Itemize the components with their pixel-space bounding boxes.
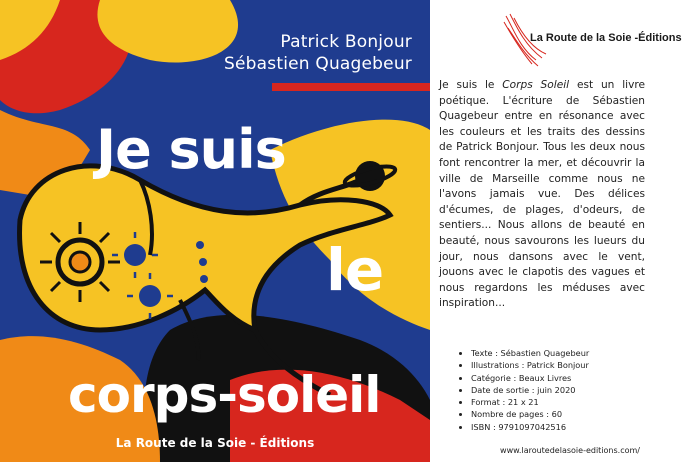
description-book-title: Corps Soleil xyxy=(502,79,570,91)
detail-illustrations: • Illustrations : Patrick Bonjour xyxy=(471,359,589,371)
detail-isbn: • ISBN : 9791097042516 xyxy=(471,421,589,433)
publisher-website-link[interactable]: www.laroutedelasoie-editions.com/ xyxy=(500,446,640,455)
cover-red-rule xyxy=(272,83,430,91)
description-intro: Je suis le xyxy=(439,79,503,91)
cover-publisher: La Route de la Soie - Éditions xyxy=(115,436,315,450)
cover-author-writer: Sébastien Quagebeur xyxy=(224,54,412,74)
detail-text-author: • Texte : Sébastien Quagebeur xyxy=(471,347,589,359)
detail-release-date: • Date de sortie : juin 2020 xyxy=(471,384,589,396)
description-body: est un livre poétique. L'écriture de Sébastien Quagebeur entre en résonance avec les couleurs et les traits des dessins de Patrick Bonjour. Tous les deux nous font rencontrer la mer, et découvrir la ville de Marseille comme nous ne l'avons jamais vue. Des délices d'écumes, de plages, d'odeurs, de sentiers... Nous allons de beauté en beauté, nous savourons les lueurs du jour, nous dansons avec le vent, jouons avec le clapotis des vagues et nous regardons les méduses avec inspiration... xyxy=(439,79,645,310)
cover-author-illustrator: Patrick Bonjour xyxy=(280,32,412,52)
detail-category: • Catégorie : Beaux Livres xyxy=(471,372,589,384)
book-details-list xyxy=(455,347,589,433)
cover-title-line-2: le xyxy=(326,236,384,304)
cover-title-line-3: corps-soleil xyxy=(68,366,381,424)
publisher-logo-text: La Route de la Soie -Éditions xyxy=(530,32,682,44)
detail-page-count: • Nombre de pages : 60 xyxy=(471,408,589,420)
book-description xyxy=(439,78,645,312)
cover-title-line-1: Je suis xyxy=(96,118,286,181)
detail-format: • Format : 21 x 21 xyxy=(471,396,589,408)
